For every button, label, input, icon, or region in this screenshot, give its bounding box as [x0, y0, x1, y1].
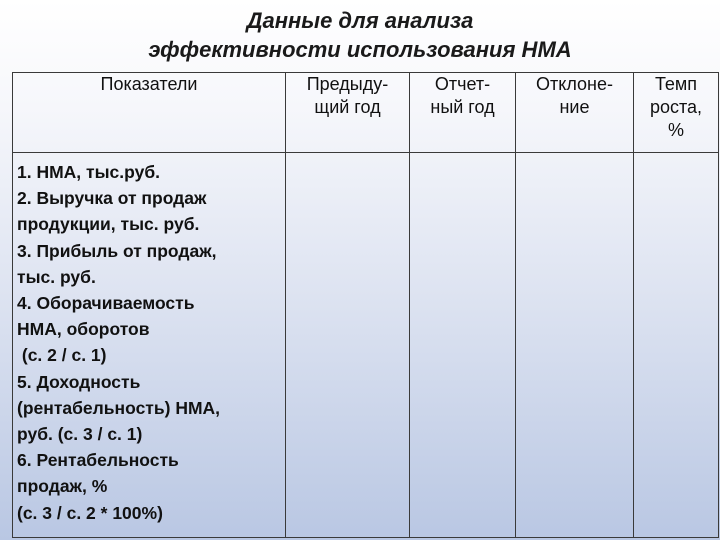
indicator-line: продаж, % [17, 476, 108, 497]
table-row [13, 153, 719, 538]
indicator-line: 3. Прибыль от продаж, [17, 240, 217, 261]
title-line-2: эффективности использования НМА [148, 37, 572, 62]
indicator-list [13, 153, 285, 526]
table-header-row [13, 73, 719, 153]
header-line: Отклоне- [536, 74, 613, 94]
analysis-table [12, 72, 719, 538]
indicator-line: 6. Рентабельность [17, 450, 179, 471]
header-deviation [516, 73, 634, 153]
indicator-line: 2. Выручка от продаж [17, 188, 207, 209]
indicator-line: (рентабельность) НМА, [17, 397, 221, 418]
header-previous-year [286, 73, 410, 153]
indicator-line: (с. 3 / с. 2 * 100%) [17, 502, 163, 523]
growth-rate-cell [634, 153, 719, 538]
indicator-line: 5. Доходность [17, 371, 141, 392]
header-line: роста, [649, 97, 703, 117]
slide-title [0, 6, 720, 64]
indicator-line: тыс. руб. [17, 266, 96, 287]
header-line: щий год [314, 97, 381, 117]
deviation-cell [516, 153, 634, 538]
header-line: Отчет- [434, 74, 491, 94]
previous-year-cell [286, 153, 410, 538]
header-growth-rate [634, 73, 719, 153]
indicators-cell [13, 153, 286, 538]
header-line: Предыду- [306, 74, 389, 94]
header-line: ный год [430, 97, 495, 117]
indicator-line: руб. (с. 3 / с. 1) [17, 424, 143, 445]
header-line: Показатели [100, 74, 198, 94]
title-line-1: Данные для анализа [246, 8, 474, 33]
indicator-line: 4. Оборачиваемость [17, 293, 195, 314]
indicator-line: продукции, тыс. руб. [17, 214, 200, 235]
header-indicators [13, 73, 286, 153]
indicator-line: НМА, оборотов [17, 319, 150, 340]
header-line: Темп [654, 74, 698, 94]
header-reporting-year [410, 73, 516, 153]
reporting-year-cell [410, 153, 516, 538]
header-line: ние [559, 97, 590, 117]
indicator-line: 1. НМА, тыс.руб. [17, 162, 161, 182]
indicator-line: (с. 2 / с. 1) [17, 345, 107, 366]
header-line: % [667, 120, 684, 140]
